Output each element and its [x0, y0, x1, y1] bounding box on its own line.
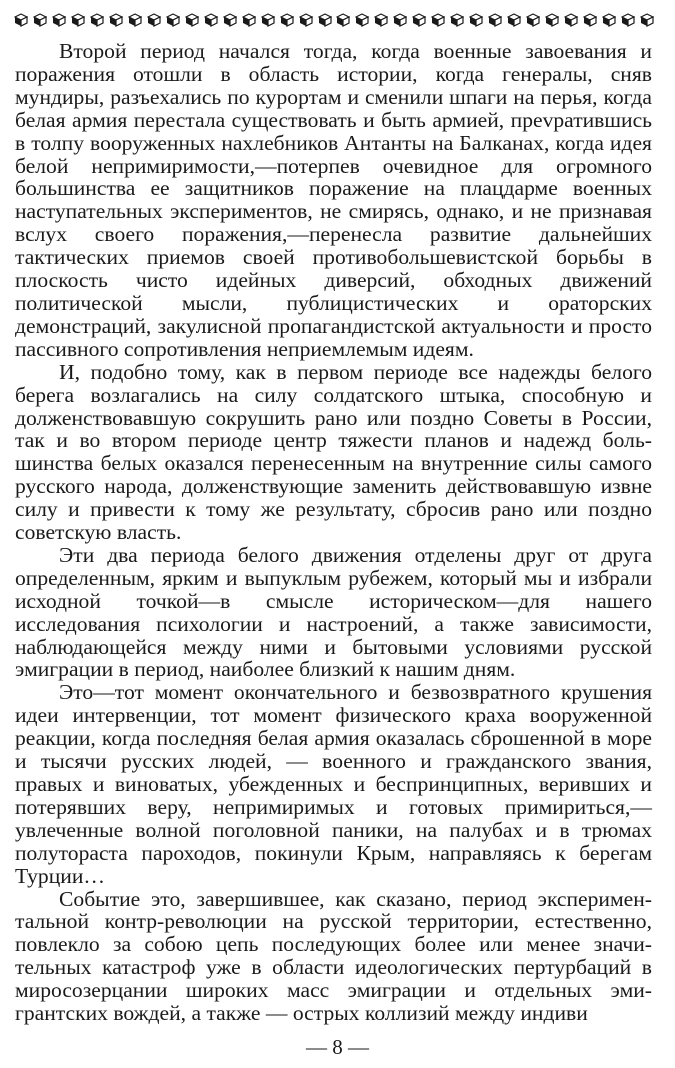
page-text	[15, 40, 652, 1025]
ornament-cube-icon	[621, 13, 635, 27]
ornament-cube-icon	[52, 13, 66, 27]
ornament-cube-icon	[545, 13, 559, 27]
ornament-cube-icon	[223, 13, 237, 27]
ornament-cube-icon	[166, 13, 180, 27]
paragraph-3: Эти два периода белого движения отделены друг от друга определенным, ярким и выпуклым рубежем, который мы и избрали исходной точкой—в смысле историческом—для нашего исследования психологии и настроений, а также зависимости, наблюдающейся между ними и бытовыми условиями русской эмиграции в период, наиболее близкий к нашим дням.	[15, 542, 652, 682]
ornament-cube-icon	[109, 13, 123, 27]
paragraph-4: Это—тот момент окончательного и безвозвратного крушения идеи интервенции, тот момент физического краха вооруженной реакции, когда последняя белая армия оказалась сброшенной в море и тысячи русских людей, — военного и гражданского звания, правых и виноватых, убежденных и беспринципных, веривших и потерявших веру, непримиримых и готовых примириться,—увлеченные волной поголовной паники, на палубах и в трюмах полутораста пароходов, покинули Крым, направляясь к берегам Турции…	[15, 680, 652, 888]
ornament-cube-icon	[128, 13, 142, 27]
paragraph-1: Второй период начался тогда, когда военные завоевания и поражения отошли в область истории, когда генералы, сняв мундиры, разъехались по курортам и сменили шпаги на перья, когда белая армия перестала существовать и быть армией, преvратившись в толпу вооруженных нахлебников Антанты на Балканах, когда идея белой непримиримости,—потерпев очевидное для огромного большинства ее защитников поражение на плацдарме военных наступательных экспериментов, не смирясь, однако, и не признавая вслух своего поражения,—перенесла развитие дальнейших тактических приемов своей противобольшевистской борьбы в плоскость чисто идейных диверсий, обходных движений политической мысли, публицистических и ораторских демонстраций, закулисной пропагандистской актуальности и просто пассивного сопротивления неприемлемым идеям.	[15, 39, 652, 361]
ornament-cube-icon	[204, 13, 218, 27]
ornament-cube-icon	[526, 13, 540, 27]
ornament-cube-icon	[564, 13, 578, 27]
ornament-cube-icon	[469, 13, 483, 27]
ornament-cube-icon	[640, 13, 654, 27]
ornament-cube-icon	[488, 13, 502, 27]
ornament-cube-icon	[185, 13, 199, 27]
ornament-cube-icon	[261, 13, 275, 27]
ornament-cube-icon	[412, 13, 426, 27]
ornament-cube-icon	[355, 13, 369, 27]
page-number: — 8 —	[306, 1035, 369, 1059]
ornament-cube-icon	[33, 13, 47, 27]
ornament-cube-icon	[393, 13, 407, 27]
ornament-cube-icon	[602, 13, 616, 27]
ornament-cube-icon	[374, 13, 388, 27]
ornament-cube-icon	[583, 13, 597, 27]
ornament-cube-icon	[431, 13, 445, 27]
paragraph-2: И, подобно тому, как в первом периоде все надежды белого берега возлагались на силу солдатского штыка, способную и долженствовавшую сокрушить рано или поздно Советы в России, так и во втором периоде центр тяжести планов и надежд большинства белых оказался перенесенным на внутренние силы самого русского народа, долженствующие заменить действовавшую извне силу и привести к тому же результату, сбросив рано или поздно советскую власть.	[15, 359, 652, 545]
ornament-cube-icon	[90, 13, 104, 27]
header-ornament	[14, 9, 654, 31]
ornament-cube-icon	[14, 13, 28, 27]
ornament-cube-icon	[318, 13, 332, 27]
ornament-cube-icon	[242, 13, 256, 27]
ornament-cube-icon	[280, 13, 294, 27]
paragraph-5: Событие это, завершившее, как сказано, период экспериментальной контр-революции на русской территории, естественно, повлекло за собою цепь последующих более или менее значительных катастроф уже в области идеологических пертурбаций в миросозерцании широких масс эмиграции и отдельных эмигрантских вождей, а также — острых коллизий между индиви	[15, 886, 652, 1026]
ornament-cube-icon	[147, 13, 161, 27]
ornament-cube-icon	[450, 13, 464, 27]
ornament-cube-icon	[336, 13, 350, 27]
ornament-cube-icon	[299, 13, 313, 27]
ornament-cube-icon	[71, 13, 85, 27]
ornament-cube-icon	[507, 13, 521, 27]
